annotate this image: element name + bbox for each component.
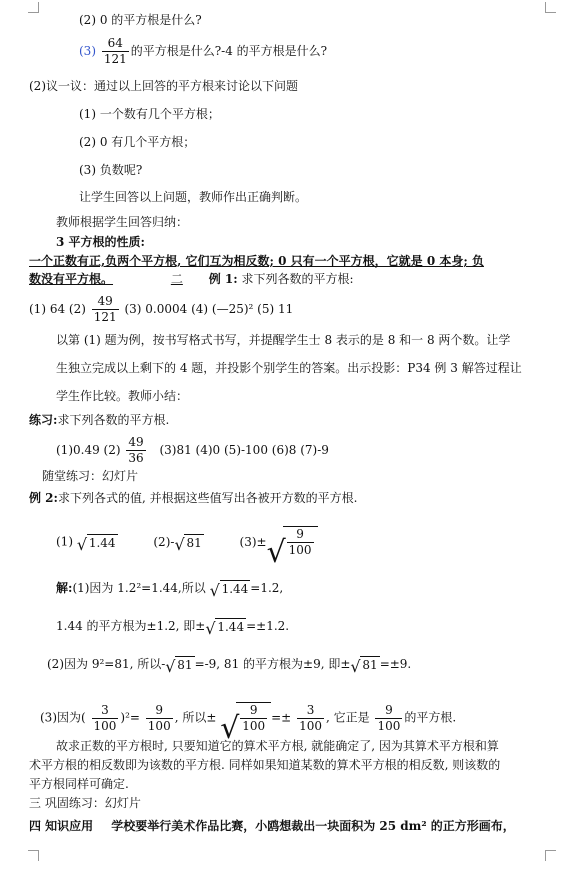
question-3 bbox=[79, 36, 327, 67]
discussion-heading: (2)议一议：通过以上回答的平方根来讨论以下问题 bbox=[29, 79, 298, 93]
property-text-end: 数没有平方根。 bbox=[29, 272, 114, 286]
item-3-label: (3)± bbox=[239, 534, 267, 549]
corner-mark-bottom-left bbox=[28, 850, 39, 861]
example-1-prompt: 求下列各数的平方根: bbox=[237, 272, 354, 286]
instruction-line-2: 生独立完成以上剩下的 4 题，并投影个别学生的答案。出示投影：P34 例 3 解答过程让 bbox=[56, 361, 522, 375]
solution-2-text: (2)因为 9²=81, 所以- bbox=[47, 657, 166, 671]
practice-items-end: (3)81 (4)0 (5)-100 (6)8 (7)-9 bbox=[159, 443, 329, 457]
section-four bbox=[29, 818, 515, 834]
solution-2-mid: =-9, 81 的平方根为±9, 即± bbox=[194, 657, 351, 671]
solution-1-root bbox=[56, 618, 290, 638]
item-2-label: (2)- bbox=[153, 534, 175, 549]
solution-1-result: =1.2, bbox=[250, 581, 284, 595]
q3-label: (3) bbox=[79, 44, 96, 58]
property-heading: 3 平方根的性质: bbox=[56, 235, 145, 249]
discussion-item-3: (3) 负数呢? bbox=[79, 163, 143, 177]
solution-3-equals: =± bbox=[271, 710, 292, 725]
conclusion-line-3: 平方根同样可确定. bbox=[29, 777, 129, 791]
solution-3 bbox=[40, 702, 457, 746]
q3-text: 的平方根是什么?-4 的平方根是什么? bbox=[130, 44, 328, 58]
in-class-practice: 随堂练习：幻灯片 bbox=[42, 469, 139, 483]
fraction: $\frac{3}{100}$ bbox=[299, 702, 322, 733]
fraction: $\frac{9}{100}$ bbox=[288, 527, 312, 557]
example-2-prompt: 求下列各式的值, 并根据这些值写出各被开方数的平方根. bbox=[57, 491, 358, 505]
solution-1-root-result: =±1.2. bbox=[246, 619, 290, 633]
practice-items-start: (1)0.49 (2) bbox=[56, 443, 121, 457]
square-root: √ 81 bbox=[165, 657, 193, 676]
solution-3-it-is: , 它正是 bbox=[325, 710, 370, 725]
solution-3-end: 的平方根. bbox=[404, 710, 457, 725]
teacher-note: 让学生回答以上问题，教师作出正确判断。 bbox=[79, 190, 308, 204]
conclusion-line-1: 故求正数的平方根时, 只要知道它的算术平方根, 就能确定了, 因为其算术平方根和算 bbox=[56, 739, 499, 753]
question-2: (2) 0 的平方根是什么? bbox=[79, 13, 202, 27]
example-1-line bbox=[29, 271, 354, 287]
practice-label: 练习: bbox=[29, 413, 58, 427]
example-2-label: 例 2: bbox=[29, 491, 58, 505]
fraction: $\frac{9}{100}$ bbox=[377, 702, 401, 733]
solution-1 bbox=[56, 580, 284, 600]
solution-3-squared: )²= bbox=[120, 710, 140, 725]
solution-3-therefore: , 所以± bbox=[174, 710, 217, 725]
example-2-items bbox=[56, 526, 318, 570]
section-four-label: 四 知识应用 bbox=[29, 819, 94, 833]
fraction: $\frac{9}{100}$ bbox=[242, 703, 266, 733]
example-1-items bbox=[29, 294, 293, 325]
square-root: √ $\frac{9}{100}$ bbox=[220, 702, 271, 734]
solution-label: 解: bbox=[56, 581, 73, 595]
items-3-5: (3) 0.0004 (4) (—25)² (5) 11 bbox=[124, 302, 294, 316]
corner-mark-bottom-right bbox=[545, 850, 556, 861]
summary-intro: 教师根据学生回答归纳： bbox=[56, 215, 189, 229]
corner-mark-top-right bbox=[545, 2, 556, 13]
fraction: $\frac{49}{36}$ bbox=[128, 435, 144, 465]
item-1-label: (1) bbox=[56, 534, 73, 549]
section-four-text: 学校要举行美术作品比赛，小鸥想裁出一块面积为 25 dm² 的正方形画布， bbox=[111, 819, 515, 833]
solution-1-text: (1)因为 1.2²=1.44,所以 bbox=[72, 581, 206, 595]
square-root: √ $\frac{9}{100}$ bbox=[267, 526, 318, 558]
fraction: $\frac{9}{100}$ bbox=[147, 702, 171, 733]
section-three: 三 巩固练习：幻灯片 bbox=[29, 796, 141, 810]
example-2-heading bbox=[29, 490, 357, 506]
fraction: $\frac{64}{121}$ bbox=[103, 36, 127, 66]
square-root: √ 1.44 bbox=[76, 534, 116, 554]
square-root: √ 81 bbox=[174, 534, 202, 554]
practice-items bbox=[56, 435, 329, 466]
square-root: √ 1.44 bbox=[205, 619, 245, 638]
property-text: 一个正数有正,负两个平方根, 它们互为相反数; 0 只有一个平方根，它就是 0 本身; 负 bbox=[29, 254, 484, 268]
solution-1-root-text: 1.44 的平方根为±1.2, 即± bbox=[56, 619, 206, 633]
items-1-2: (1) 64 (2) bbox=[29, 302, 86, 316]
discussion-item-2: (2) 0 有几个平方根； bbox=[79, 135, 196, 149]
instruction-line-1: 以第 (1) 题为例，按书写格式书写，并提醒学生士 8 表示的是 8 和一 8 两个数。让学 bbox=[56, 333, 511, 347]
fraction: $\frac{3}{100}$ bbox=[93, 702, 117, 733]
practice-heading bbox=[29, 412, 169, 428]
solution-2 bbox=[47, 656, 412, 676]
example-1-label: 例 1: bbox=[208, 272, 238, 286]
fraction: $\frac{49}{121}$ bbox=[93, 294, 117, 324]
section-two-label: 二 bbox=[170, 272, 183, 286]
square-root: √ 81 bbox=[350, 657, 378, 676]
square-root: √ 1.44 bbox=[209, 581, 249, 600]
corner-mark-top-left bbox=[28, 2, 39, 13]
practice-prompt: 求下列各数的平方根. bbox=[57, 413, 170, 427]
conclusion-line-2: 术平方根的相反数即为该数的平方根. 同样如果知道某数的算术平方根的相反数, 则该数的 bbox=[29, 758, 501, 772]
discussion-item-1: (1) 一个数有几个平方根； bbox=[79, 107, 220, 121]
instruction-line-3: 学生作比较。教师小结： bbox=[56, 389, 189, 403]
solution-2-result: =±9. bbox=[379, 657, 412, 671]
solution-3-start: (3)因为( bbox=[40, 710, 86, 725]
